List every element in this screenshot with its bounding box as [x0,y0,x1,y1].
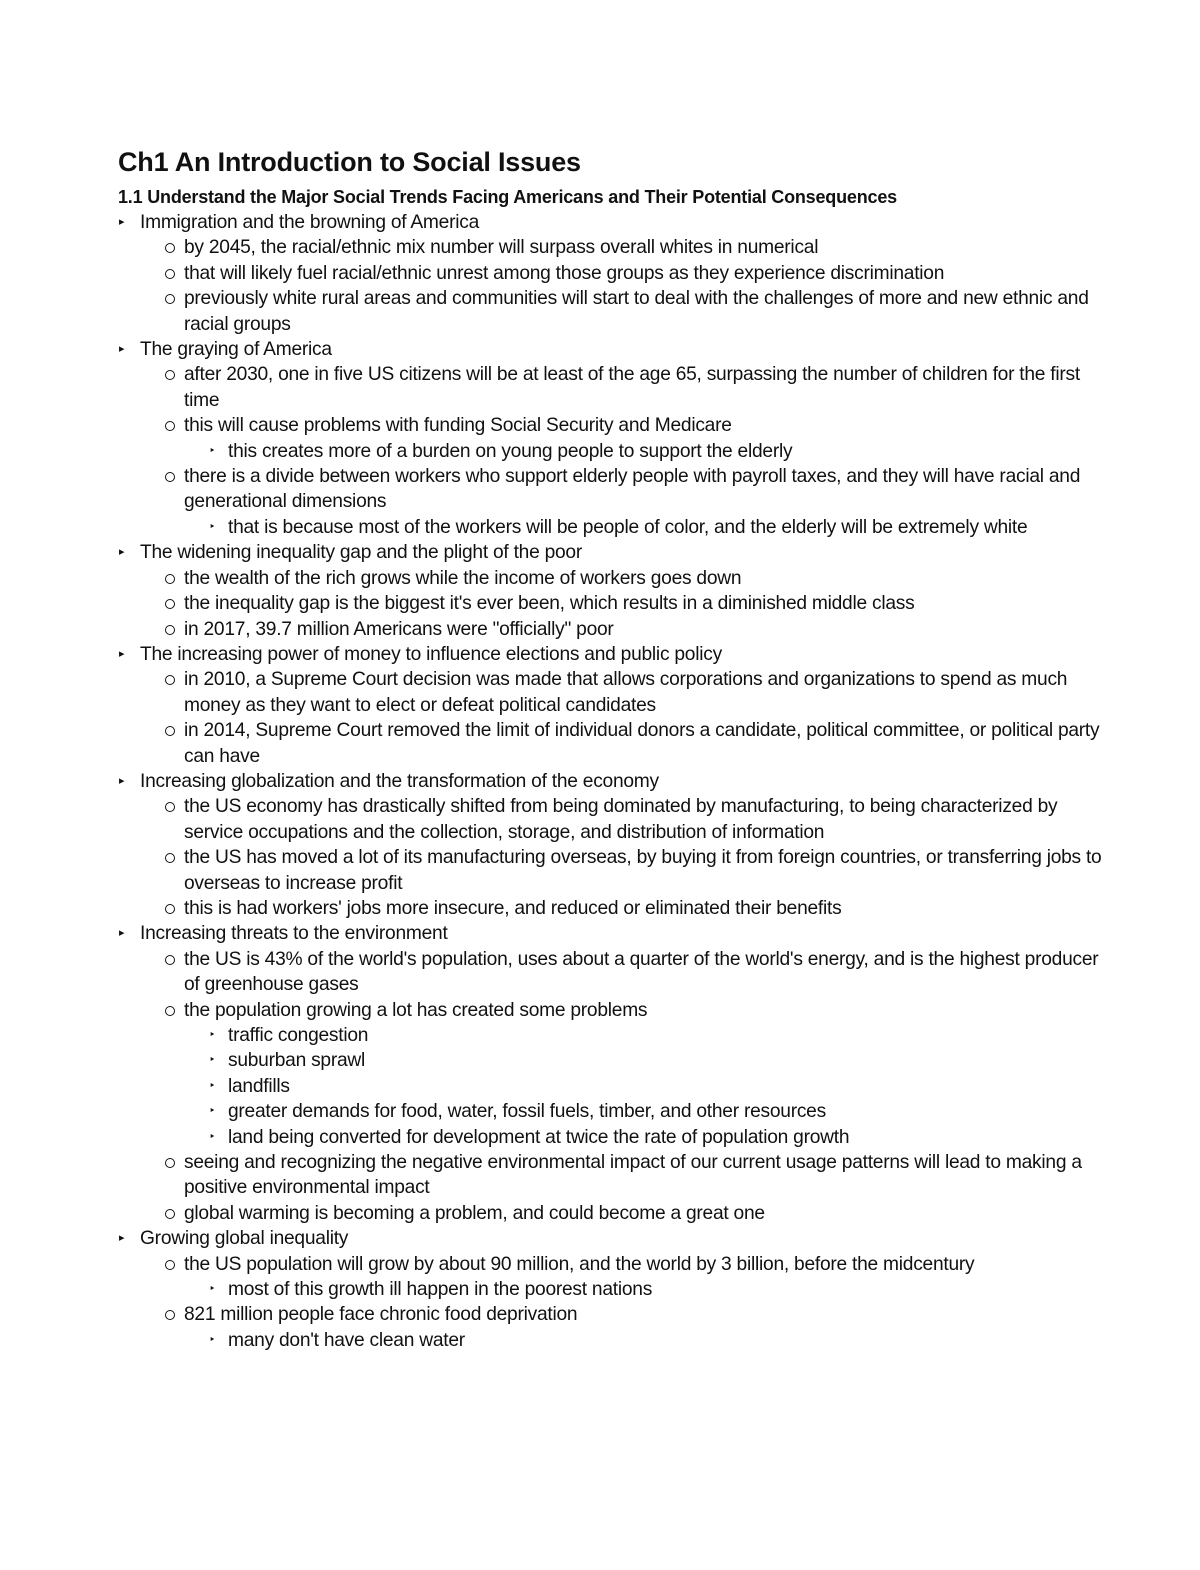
bullet-triangle-icon: ▸ [119,1232,125,1245]
outline-item-detail [118,1023,1108,1048]
outline-item-subpoint [118,286,1108,337]
outline-item-text: the US economy has drastically shifted from being dominated by manufacturing, to being characterized by service occupations and the collection, storage, and distribution of information [184,796,1058,843]
outline-item-text: Immigration and the browning of America [140,212,479,233]
outline-item-subpoint [118,413,1108,438]
outline-item-detail [118,515,1108,540]
bullet-triangle-icon: ▸ [119,216,125,228]
outline-item-subpoint [118,1150,1108,1201]
bullet-circle-icon [165,243,175,253]
outline-item-detail [118,1048,1108,1073]
bullet-circle-icon [165,802,175,812]
outline-item-text: landfills [228,1075,290,1097]
outline-item-subpoint [118,667,1108,718]
outline-item-text: the US has moved a lot of its manufacturing overseas, by buying it from foreign countries, or transferring jobs to overseas to increase profit [184,847,1102,894]
outline-item-subpoint [118,235,1108,260]
chapter-title: Ch1 An Introduction to Social Issues [118,147,581,177]
outline-item-text: previously white rural areas and communities will start to deal with the challenges of more and new ethnic and racial groups [184,288,1089,335]
outline-item-topic [118,540,1108,565]
outline-item-text: seeing and recognizing the negative environmental impact of our current usage patterns will lead to making a positive environmental impact [184,1152,1082,1199]
outline-item-text: the US population will grow by about 90 million, and the world by 3 billion, before the midcentury [184,1253,975,1275]
bullet-circle-icon [165,574,175,584]
outline-item-text: The increasing power of money to influence elections and public policy [140,643,722,665]
outline-item-topic [118,1226,1108,1251]
bullet-arrow-icon: ‣ [209,520,216,533]
bullet-arrow-icon: ‣ [209,1130,216,1143]
bullet-circle-icon [165,472,175,482]
bullet-circle-icon [165,1260,175,1270]
outline-item-subpoint [118,1252,1108,1277]
outline-item-subpoint [118,566,1108,591]
outline-item-detail [118,1277,1108,1302]
outline-item-topic [118,921,1108,946]
outline-item-text: by 2045, the racial/ethnic mix number will surpass overall whites in numerical [184,237,819,259]
section-heading: 1.1 Understand the Major Social Trends Facing Americans and Their Potential Consequences [118,187,897,207]
bullet-circle-icon [165,675,175,685]
outline-item-text: suburban sprawl [228,1050,366,1072]
outline-item-text: that will likely fuel racial/ethnic unrest among those groups as they experience discrimination [184,262,945,284]
outline-item-subpoint [118,718,1108,769]
bullet-arrow-icon: ‣ [209,1333,216,1346]
outline-item-text: the population growing a lot has created some problems [184,999,648,1021]
outline-item-subpoint [118,845,1108,896]
outline-item-subpoint [118,1302,1108,1327]
bullet-circle-icon [165,853,175,863]
outline-item-text: many don't have clean water [228,1329,465,1351]
bullet-circle-icon [165,1209,175,1219]
outline-item-text: in 2014, Supreme Court removed the limit of individual donors a candidate, political committee, or political party can have [184,720,1100,767]
outline-item-subpoint [118,591,1108,616]
bullet-circle-icon [165,726,175,736]
outline-item-text: most of this growth ill happen in the poorest nations [228,1279,653,1301]
bullet-arrow-icon: ‣ [209,1105,216,1118]
outline-item-text: after 2030, one in five US citizens will be at least of the age 65, surpassing the number of children for the first time [184,364,1080,411]
outline-item-text: global warming is becoming a problem, and could become a great one [184,1202,765,1224]
bullet-circle-icon [165,370,175,380]
bullet-circle-icon [165,955,175,965]
outline-item-text: the inequality gap is the biggest it's ever been, which results in a diminished middle class [184,593,915,615]
outline-item-topic [118,642,1108,667]
bullet-circle-icon [165,294,175,304]
outline-item-text: this creates more of a burden on young people to support the elderly [228,440,793,462]
bullet-circle-icon [165,904,175,914]
outline-list [118,210,1108,1353]
bullet-triangle-icon: ▸ [119,927,125,940]
outline-item-text: The graying of America [140,339,332,361]
bullet-triangle-icon: ▸ [119,343,125,356]
outline-item-topic [118,337,1108,362]
outline-item-subpoint [118,464,1108,515]
outline-item-text: The widening inequality gap and the plight of the poor [140,542,582,564]
outline-item-text: land being converted for development at twice the rate of population growth [228,1126,850,1148]
outline-item-subpoint [118,896,1108,921]
outline-item-text: Growing global inequality [140,1228,349,1250]
outline-item-text: this will cause problems with funding Social Security and Medicare [184,415,732,437]
outline-item-subpoint [118,998,1108,1023]
bullet-circle-icon [165,1310,175,1320]
bullet-circle-icon [165,625,175,635]
bullet-triangle-icon: ▸ [119,647,125,660]
outline-item-subpoint [118,1201,1108,1226]
outline-item-subpoint [118,261,1108,286]
outline-item-subpoint [118,794,1108,845]
outline-item-detail [118,1074,1108,1099]
outline-item-detail [118,1125,1108,1150]
outline-item-detail [118,1099,1108,1124]
outline-item-detail [118,1328,1108,1353]
bullet-triangle-icon: ▸ [119,774,125,787]
bullet-arrow-icon: ‣ [209,1283,216,1296]
outline-item-text: traffic congestion [228,1025,369,1046]
bullet-circle-icon [165,269,175,279]
outline-item-detail [118,439,1108,464]
outline-item-text: Increasing threats to the environment [140,923,448,945]
outline-item-text: Increasing globalization and the transformation of the economy [140,770,659,792]
outline-item-text: in 2017, 39.7 million Americans were "officially" poor [184,618,614,640]
bullet-circle-icon [165,599,175,609]
outline-item-text: there is a divide between workers who support elderly people with payroll taxes, and they will have racial and generational dimensions [184,466,1081,513]
outline-item-subpoint [118,617,1108,642]
outline-item-text: this is had workers' jobs more insecure, and reduced or eliminated their benefits [184,897,842,919]
outline-item-text: greater demands for food, water, fossil fuels, timber, and other resources [228,1101,826,1123]
outline-item-topic [118,769,1108,794]
outline-item-text: the US is 43% of the world's population, uses about a quarter of the world's energy, and is the highest producer of greenhouse gases [184,948,1099,996]
bullet-arrow-icon: ‣ [209,1029,216,1041]
bullet-arrow-icon: ‣ [209,444,216,457]
outline-item-text: the wealth of the rich grows while the income of workers goes down [184,567,742,589]
document-page [118,142,1108,1353]
outline-item-subpoint [118,362,1108,413]
bullet-circle-icon [165,421,175,431]
bullet-circle-icon [165,1158,175,1168]
bullet-circle-icon [165,1006,175,1016]
bullet-arrow-icon: ‣ [209,1079,216,1092]
outline-item-subpoint [118,947,1108,998]
bullet-arrow-icon: ‣ [209,1054,216,1067]
outline-item-text: that is because most of the workers will be people of color, and the elderly will be extremely white [228,516,1028,538]
outline-item-text: in 2010, a Supreme Court decision was made that allows corporations and organizations to spend as much money as they want to elect or defeat political candidates [184,669,1068,716]
bullet-triangle-icon: ▸ [119,546,125,559]
outline-item-topic [118,210,1108,235]
outline-item-text: 821 million people face chronic food deprivation [184,1304,578,1326]
